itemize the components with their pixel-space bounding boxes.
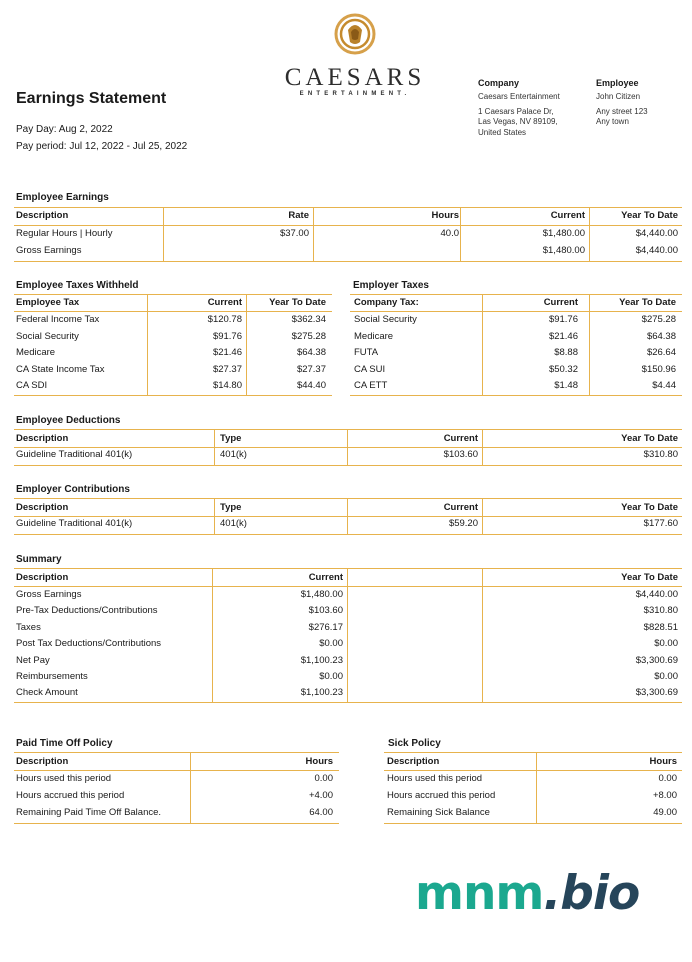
pto-header-row bbox=[16, 754, 336, 770]
cell: Hours used this period bbox=[387, 773, 483, 784]
cell: Gross Earnings bbox=[16, 245, 82, 256]
table-row bbox=[387, 805, 680, 821]
con-col-current: Current bbox=[443, 502, 478, 513]
table-row bbox=[387, 788, 680, 804]
table-row bbox=[387, 771, 680, 787]
table-row bbox=[354, 312, 680, 328]
cell: $0.00 bbox=[319, 638, 343, 650]
employee-info bbox=[596, 78, 686, 128]
cell: $275.28 bbox=[641, 314, 676, 325]
logo-wordmark: CAESARS bbox=[284, 64, 426, 91]
cell: Remaining Paid Time Off Balance. bbox=[16, 807, 162, 818]
cell: $310.80 bbox=[643, 449, 678, 460]
cell: $310.80 bbox=[643, 605, 678, 617]
cell: $1,100.23 bbox=[300, 687, 343, 699]
cell: $4,440.00 bbox=[635, 228, 678, 239]
company-address-1: 1 Caesars Palace Dr, bbox=[478, 106, 554, 116]
table-row bbox=[16, 516, 680, 532]
er-tax-col-name: Company Tax: bbox=[354, 297, 419, 308]
table-row bbox=[16, 603, 680, 619]
company-address-2: Las Vegas, NV 89109, bbox=[478, 117, 558, 126]
emp-tax-col-name: Employee Tax bbox=[16, 297, 80, 308]
cell: CA SUI bbox=[354, 363, 386, 375]
cell: 40.0 bbox=[440, 228, 459, 239]
page-title: Earnings Statement bbox=[16, 90, 167, 107]
cell: $21.46 bbox=[548, 330, 578, 342]
cell: 401(k) bbox=[220, 518, 247, 529]
cell: $14.80 bbox=[212, 380, 242, 391]
cell: $828.51 bbox=[643, 621, 678, 633]
cell: $0.00 bbox=[654, 638, 678, 650]
cell: Regular Hours | Hourly bbox=[16, 228, 113, 239]
cell: Hours accrued this period bbox=[16, 790, 125, 801]
cell: $50.32 bbox=[548, 363, 578, 375]
cell: $27.37 bbox=[296, 363, 326, 375]
cell: $1,100.23 bbox=[300, 654, 343, 666]
watermark-part-2: .bio bbox=[543, 866, 640, 921]
cell: FUTA bbox=[354, 347, 379, 358]
employee-town: Any town bbox=[596, 117, 629, 126]
cell: $91.76 bbox=[212, 330, 242, 342]
pto-title: Paid Time Off Policy bbox=[16, 738, 113, 749]
cell: Medicare bbox=[354, 330, 394, 342]
company-address-3: United States bbox=[478, 127, 527, 137]
sick-title: Sick Policy bbox=[388, 738, 441, 749]
cell: Medicare bbox=[16, 347, 56, 358]
cell: $4,440.00 bbox=[635, 245, 678, 256]
cell: $26.64 bbox=[646, 347, 676, 358]
table-row bbox=[16, 669, 680, 685]
cell: CA State Income Tax bbox=[16, 363, 105, 375]
table-row bbox=[16, 226, 680, 242]
cell: Guideline Traditional 401(k) bbox=[16, 449, 133, 460]
table-row bbox=[16, 329, 330, 345]
emp-tax-col-current: Current bbox=[207, 297, 242, 308]
employee-name: John Citizen bbox=[596, 92, 641, 101]
cell: $276.17 bbox=[308, 621, 343, 633]
sum-col-ytd: Year To Date bbox=[621, 572, 678, 583]
cell: +8.00 bbox=[652, 790, 677, 801]
employee-taxes-title: Employee Taxes Withheld bbox=[16, 280, 139, 291]
table-row bbox=[354, 362, 680, 378]
cell: $44.40 bbox=[296, 380, 326, 391]
cell: Hours accrued this period bbox=[387, 790, 496, 801]
sum-col-current: Current bbox=[308, 572, 343, 583]
cell: $4,440.00 bbox=[635, 589, 678, 600]
table-row bbox=[16, 587, 680, 603]
earnings-col-hours: Hours bbox=[431, 210, 459, 221]
ded-col-type: Type bbox=[220, 433, 242, 444]
logo-subtitle: ENTERTAINMENT. bbox=[299, 91, 411, 97]
cell: $64.38 bbox=[296, 347, 326, 358]
cell: 64.00 bbox=[309, 807, 333, 818]
company-name: Caesars Entertainment bbox=[478, 92, 560, 101]
cell: $3,300.69 bbox=[635, 687, 678, 699]
cell: $64.38 bbox=[646, 330, 676, 342]
cell: $103.60 bbox=[443, 449, 478, 460]
cell: $21.46 bbox=[212, 347, 242, 358]
employer-taxes-title: Employer Taxes bbox=[353, 280, 429, 291]
deductions-title: Employee Deductions bbox=[16, 415, 121, 426]
earnings-col-rate: Rate bbox=[288, 210, 309, 221]
cell: 0.00 bbox=[658, 773, 677, 784]
cell: $8.88 bbox=[554, 347, 578, 358]
table-row bbox=[16, 771, 336, 787]
company-label: Company bbox=[478, 78, 520, 88]
cell: CA SDI bbox=[16, 380, 48, 391]
con-col-description: Description bbox=[16, 502, 69, 513]
table-row bbox=[16, 345, 330, 361]
earnings-title: Employee Earnings bbox=[16, 192, 109, 203]
cell: $1,480.00 bbox=[542, 228, 585, 239]
table-row bbox=[16, 805, 336, 821]
table-row bbox=[16, 243, 680, 259]
sick-col-hours: Hours bbox=[649, 756, 677, 767]
table-row bbox=[354, 345, 680, 361]
cell: $0.00 bbox=[654, 671, 678, 682]
cell: Social Security bbox=[16, 330, 79, 342]
cell: Remaining Sick Balance bbox=[387, 807, 490, 818]
table-row bbox=[354, 329, 680, 345]
cell: $1,480.00 bbox=[300, 589, 343, 600]
cell: 0.00 bbox=[314, 773, 333, 784]
table-row bbox=[16, 788, 336, 804]
employee-label: Employee bbox=[596, 78, 639, 88]
cell: Reimbursements bbox=[16, 671, 88, 682]
cell: Post Tax Deductions/Contributions bbox=[16, 638, 162, 650]
cell: $1.48 bbox=[554, 380, 578, 391]
cell: Federal Income Tax bbox=[16, 314, 100, 325]
pay-day: Pay Day: Aug 2, 2022 bbox=[16, 124, 113, 135]
cell: $4.44 bbox=[652, 380, 676, 391]
cell: Pre-Tax Deductions/Contributions bbox=[16, 605, 158, 617]
cell: 401(k) bbox=[220, 449, 247, 460]
table-row bbox=[16, 685, 680, 701]
earnings-col-current: Current bbox=[550, 210, 585, 221]
table-row bbox=[16, 312, 330, 328]
table-row bbox=[16, 636, 680, 652]
earnings-header-row bbox=[16, 208, 680, 224]
cell: Gross Earnings bbox=[16, 589, 82, 600]
emp-tax-col-ytd: Year To Date bbox=[269, 297, 326, 308]
cell: Check Amount bbox=[16, 687, 78, 699]
deductions-header-row bbox=[16, 431, 680, 447]
pto-col-description: Description bbox=[16, 756, 69, 767]
company-info bbox=[478, 78, 588, 138]
earnings-col-ytd: Year To Date bbox=[621, 210, 678, 221]
cell: Social Security bbox=[354, 314, 417, 325]
cell: $59.20 bbox=[448, 518, 478, 529]
er-tax-col-ytd: Year To Date bbox=[619, 297, 676, 308]
mnm-bio-watermark bbox=[415, 866, 639, 921]
ded-col-description: Description bbox=[16, 433, 69, 444]
employee-taxes-header-row bbox=[16, 295, 330, 311]
cell: $0.00 bbox=[319, 671, 343, 682]
cell: $103.60 bbox=[308, 605, 343, 617]
pay-period: Pay period: Jul 12, 2022 - Jul 25, 2022 bbox=[16, 141, 188, 152]
con-col-type: Type bbox=[220, 502, 242, 513]
table-row bbox=[16, 620, 680, 636]
ded-col-current: Current bbox=[443, 433, 478, 444]
table-row bbox=[16, 378, 330, 394]
er-tax-col-current: Current bbox=[543, 297, 578, 308]
summary-title: Summary bbox=[16, 554, 62, 565]
caesars-logo bbox=[278, 12, 432, 97]
cell: Hours used this period bbox=[16, 773, 112, 784]
contributions-header-row bbox=[16, 500, 680, 516]
summary-header-row bbox=[16, 570, 680, 586]
employee-street: Any street 123 bbox=[596, 106, 648, 116]
contributions-title: Employer Contributions bbox=[16, 484, 130, 495]
cell: Guideline Traditional 401(k) bbox=[16, 518, 133, 529]
table-row bbox=[354, 378, 680, 394]
cell: $27.37 bbox=[212, 363, 242, 375]
cell: 49.00 bbox=[653, 807, 677, 818]
cell: $150.96 bbox=[641, 363, 676, 375]
sick-col-description: Description bbox=[387, 756, 440, 767]
cell: $275.28 bbox=[291, 330, 326, 342]
pto-col-hours: Hours bbox=[305, 756, 333, 767]
cell: $37.00 bbox=[279, 228, 309, 239]
cell: $177.60 bbox=[643, 518, 678, 529]
cell: +4.00 bbox=[308, 790, 333, 801]
earnings-col-description: Description bbox=[16, 210, 69, 221]
table-row bbox=[16, 653, 680, 669]
cell: $120.78 bbox=[207, 314, 242, 325]
sick-header-row bbox=[387, 754, 680, 770]
cell: Net Pay bbox=[16, 654, 50, 666]
employer-taxes-header-row bbox=[354, 295, 680, 311]
cell: CA ETT bbox=[354, 380, 388, 391]
watermark-part-1: mnm bbox=[415, 866, 544, 921]
cell: $362.34 bbox=[291, 314, 326, 325]
laurel-medallion-icon bbox=[332, 12, 378, 56]
con-col-ytd: Year To Date bbox=[621, 502, 678, 513]
cell: $1,480.00 bbox=[542, 245, 585, 256]
sum-col-description: Description bbox=[16, 572, 69, 583]
ded-col-ytd: Year To Date bbox=[621, 433, 678, 444]
table-row bbox=[16, 362, 330, 378]
cell: $91.76 bbox=[548, 314, 578, 325]
table-row bbox=[16, 447, 680, 463]
cell: $3,300.69 bbox=[635, 654, 678, 666]
cell: Taxes bbox=[16, 621, 41, 633]
